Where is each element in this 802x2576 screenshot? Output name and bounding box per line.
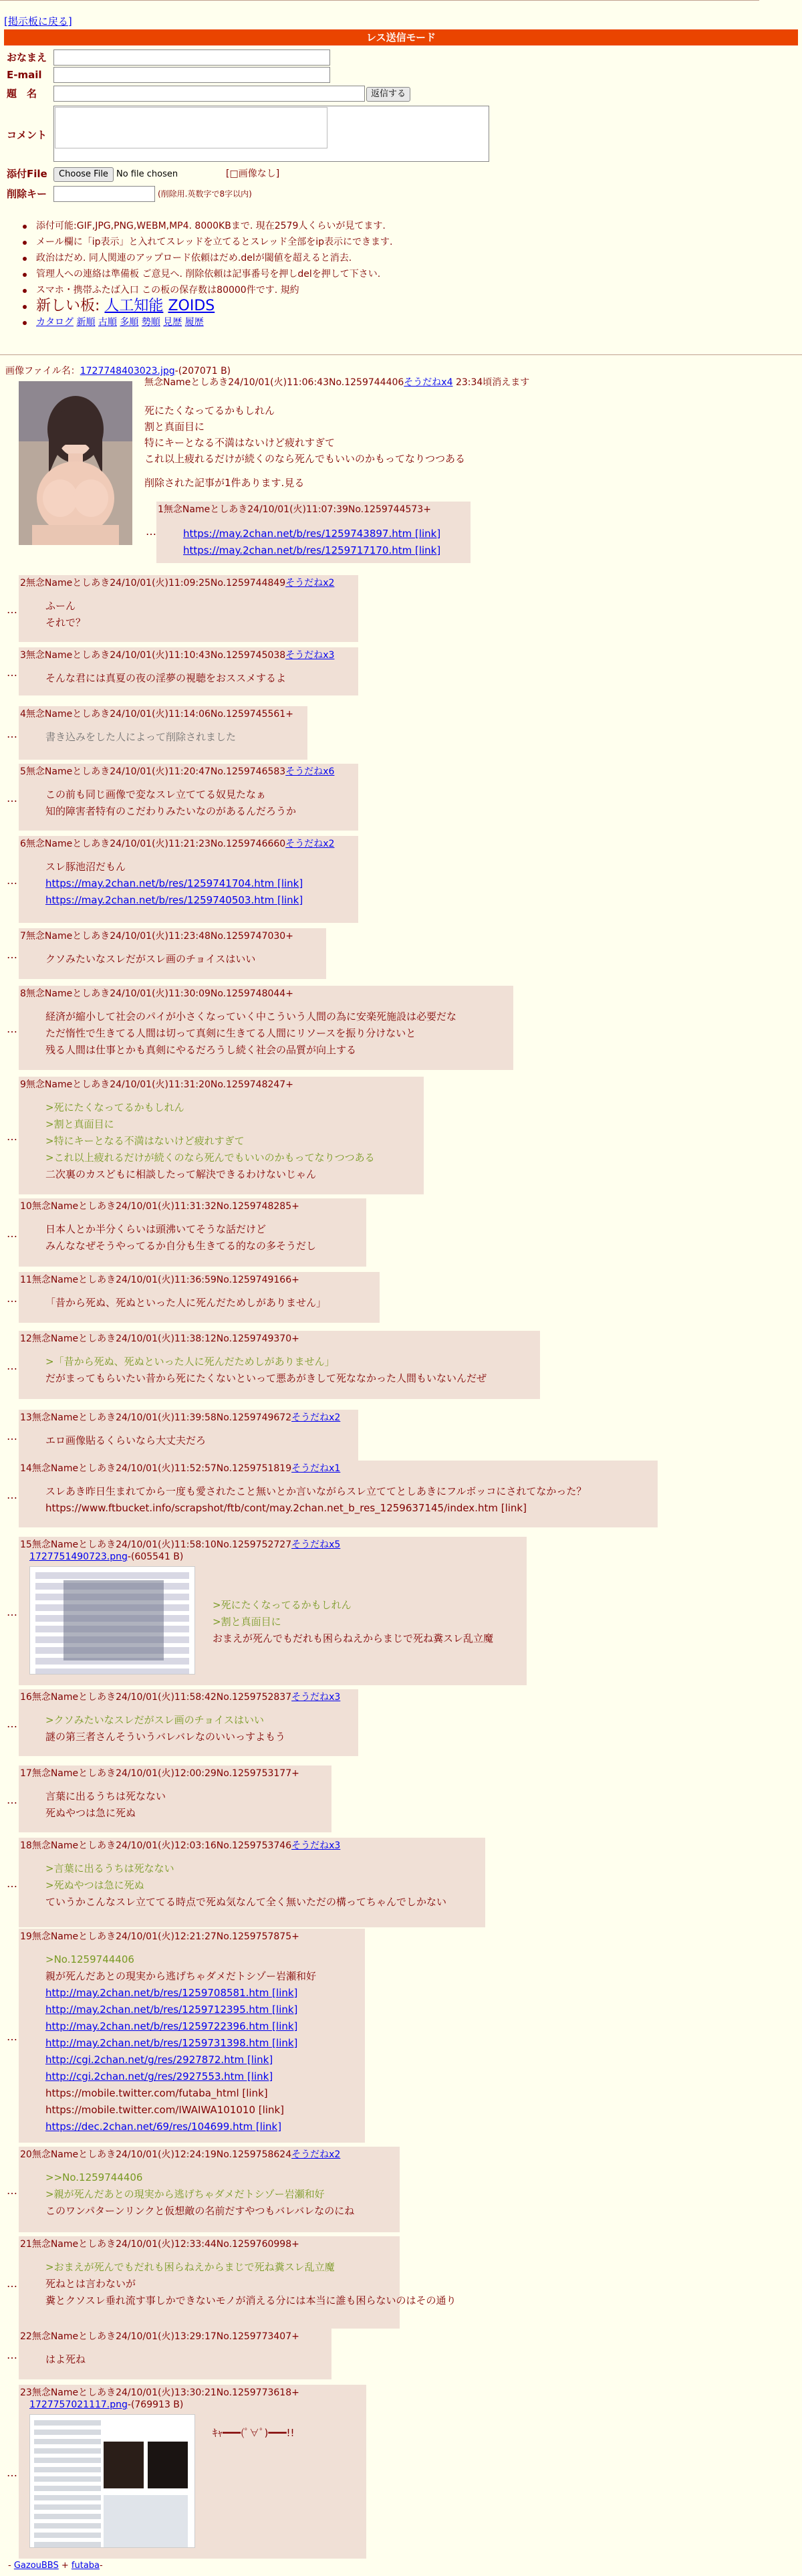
reply-meta: 6無念Nameとしあき24/10/01(火)11:21:23No.1259746660	[20, 839, 286, 849]
reply-header	[20, 1273, 299, 1287]
reply-header	[20, 1462, 340, 1475]
name-label: おなまえ	[7, 51, 47, 64]
reply-line[interactable]: https://mobile.twitter.com/IWAIWA101010 [link]	[45, 2104, 285, 2116]
reply-dots: …	[7, 2277, 17, 2290]
reply-file-size: -(769913 B)	[127, 2399, 184, 2410]
reply-dots: …	[7, 1292, 17, 1305]
op-file-link[interactable]: 1727748403023.jpg	[80, 366, 175, 377]
email-input[interactable]	[53, 67, 330, 83]
reply-16	[19, 1689, 358, 1756]
soudane-button[interactable]: そうだねx5	[291, 1539, 341, 1550]
soudane-button[interactable]: そうだねx3	[285, 650, 335, 661]
reply-header	[20, 1078, 293, 1091]
reply-dots: …	[7, 1360, 17, 1372]
reply-line: >これ以上疲れるだけが続くのなら死んでもいいのかもってなりつつある	[45, 1152, 375, 1164]
catalog-links	[36, 314, 392, 330]
reply-body	[45, 786, 296, 820]
reply-meta: 2無念Nameとしあき24/10/01(火)11:09:25No.1259744849	[20, 578, 286, 588]
reply-meta: 4無念Nameとしあき24/10/01(火)11:14:06No.1259745561+	[20, 709, 293, 720]
reply-header	[20, 649, 334, 662]
reply-line: ｷｬ━━━(ﾟ∀ﾟ)━━━!!	[213, 2427, 295, 2439]
reply-12	[19, 1331, 540, 1399]
sort-new-link[interactable]: 新順	[76, 317, 96, 328]
reply-line[interactable]: http://cgi.2chan.net/g/res/2927872.htm [link]	[45, 2054, 273, 2066]
reply-line: >死にたくなってるかもしれん	[45, 1101, 184, 1113]
reply-line: スレあき昨日生まれてから一度も愛されたこと無いとか言いながらスレ立ててとしあきにフルボッコにされてなかった？	[45, 1485, 587, 1497]
reply-body	[183, 526, 440, 559]
reply-19	[19, 1929, 365, 2143]
reply-line: >割と真面目に	[45, 1118, 114, 1130]
reply-body	[45, 729, 236, 746]
reply-header	[20, 708, 293, 721]
reply-5	[19, 764, 358, 831]
reply-line: >おまえが死んでもだれも困らねえからまじで死ね糞スレ乱立魔	[45, 2261, 335, 2273]
reply-header	[20, 1839, 340, 1852]
reply-header	[20, 576, 334, 590]
delete-key-input[interactable]	[53, 186, 155, 202]
reply-meta: 23無念Nameとしあき24/10/01(火)13:30:21No.1259773618+	[20, 2387, 299, 2398]
reply-file-info	[29, 1550, 183, 1564]
reply-line: スレ豚池沼だもん	[45, 861, 126, 873]
back-to-board-link[interactable]: [掲示板に戻る]	[4, 15, 72, 27]
reply-body	[45, 1788, 166, 1822]
reply-line[interactable]: http://may.2chan.net/b/res/1259731398.htm [link]	[45, 2037, 298, 2049]
soudane-button[interactable]: そうだねx2	[291, 1412, 341, 1423]
reply-body	[45, 1099, 375, 1183]
reply-line: >特にキーとなる不満はないけど疲れすぎて	[45, 1135, 245, 1147]
reply-line: エロ画像貼るくらいなら大丈夫だろ	[45, 1434, 207, 1446]
reply-21	[19, 2236, 456, 2329]
reply-line[interactable]: https://may.2chan.net/b/res/1259741704.htm [link]	[45, 877, 303, 889]
soudane-button[interactable]: そうだねx3	[291, 1840, 341, 1851]
reply-meta: 18無念Nameとしあき24/10/01(火)12:03:16No.1259753746	[20, 1840, 292, 1851]
reply-11	[19, 1272, 380, 1323]
sort-many-link[interactable]: 多順	[120, 317, 139, 328]
reply-line: >No.1259744406	[45, 1953, 134, 1965]
reply-line: 知的障害者特有のこだわりみたいなのがあるんだろうか	[45, 805, 297, 817]
reply-header	[20, 1200, 299, 1213]
reply-dots: …	[7, 1023, 17, 1035]
reply-line[interactable]: http://may.2chan.net/b/res/1259712395.htm [link]	[45, 2004, 298, 2016]
info-item: メール欄に「ip表示」と入れてスレッドを立てるとスレッド全部をip表示にできます.	[36, 234, 392, 250]
reply-header	[20, 987, 293, 1000]
reply-body	[45, 1221, 316, 1255]
reply-line: 書き込みをした人によって削除されました	[45, 731, 237, 743]
reply-14	[19, 1461, 658, 1527]
reply-line: そんな君には真夏の夜の淫夢の視聴をおススメするよ	[45, 672, 287, 684]
reply-body	[213, 2425, 295, 2442]
reply-dots: …	[7, 1794, 17, 1806]
footer: - GazouBBS + futaba-	[8, 2561, 103, 2571]
reply-dots: …	[7, 728, 17, 740]
reply-file-size: -(605541 B)	[127, 1551, 184, 1562]
reply-header	[20, 1930, 299, 1943]
reply-line: 経済が縮小して社会のパイが小さくなっていく中こういう人間の為に安楽死施設は必要だな	[45, 1010, 457, 1023]
reply-line: 死ぬやつは急に死ぬ	[45, 1807, 136, 1819]
reply-line: 謎の第三者さんそういうバレバレなのいいっすよもう	[45, 1731, 285, 1743]
deleted-notice[interactable]: 削除された記事が1件あります.見る	[144, 477, 305, 489]
reply-body	[45, 1295, 326, 1311]
reply-line: このワンパターンリンクと仮想敵の名前だすやつもバレバレなのにね	[45, 2205, 355, 2217]
reply-line: 二次裏のカスどもに相談したって解決できるわけないじゃん	[45, 1168, 317, 1180]
reply-line: おまえが死んでもだれも困らねえからまじで死ね糞スレ乱立魔	[213, 1632, 494, 1644]
reply-header	[20, 1411, 340, 1424]
reply-header	[20, 930, 293, 943]
reply-meta: 13無念Nameとしあき24/10/01(火)11:39:58No.1259749672	[20, 1412, 292, 1423]
reply-meta: 22無念Nameとしあき24/10/01(火)13:29:17No.1259773407+	[20, 2331, 299, 2342]
reply-dots: …	[7, 603, 17, 616]
reply-dots: …	[7, 1489, 17, 1501]
reply-thumbnail[interactable]	[29, 2414, 195, 2548]
reply-file-link[interactable]: 1727751490723.png	[29, 1551, 128, 1562]
reply-line: 日本人とか半分くらいは頭沸いてそうな話だけど	[45, 1223, 267, 1235]
soudane-button[interactable]: そうだねx1	[291, 1463, 341, 1474]
file-status: No file chosen	[116, 169, 178, 179]
reply-9	[19, 1077, 424, 1194]
reply-22	[19, 2329, 331, 2379]
reply-body	[45, 1860, 446, 1911]
new-boards	[36, 298, 392, 314]
reply-line: ただ惰性で生きてる人間は切って真剣に生きてる人間にリソースを振り分けないと	[45, 1027, 416, 1039]
reply-body	[45, 2351, 86, 2368]
reply-line: クソみたいなスレだがスレ画のチョイスはいい	[45, 953, 256, 965]
reply-body	[45, 1712, 285, 1745]
board-info-list	[36, 218, 392, 330]
reply-dots: …	[7, 2466, 17, 2479]
reply-dots: …	[7, 948, 17, 961]
reply-body	[45, 859, 303, 909]
reply-line: >親が死んだあとの現実から逃げちゃダメだトシゾー岩瀬和好	[45, 2188, 325, 2200]
reply-file-info	[29, 2398, 183, 2411]
file-label: 添付File	[7, 168, 47, 180]
reply-body	[45, 1951, 316, 2135]
reply-6	[19, 836, 358, 923]
top-divider	[0, 0, 759, 1]
reply-10	[19, 1198, 366, 1267]
soudane-button[interactable]: そうだねx2	[291, 2149, 341, 2160]
reply-meta: 20無念Nameとしあき24/10/01(火)12:24:19No.1259758624	[20, 2149, 292, 2160]
reply-20	[19, 2147, 400, 2232]
divider	[0, 354, 802, 355]
board-link-ai[interactable]: 人工知能	[104, 298, 164, 314]
reply-body	[45, 1008, 456, 1059]
reply-17	[19, 1765, 331, 1832]
futaba-link[interactable]: futaba	[71, 2561, 100, 2571]
reply-line: ていうかこんなスレ立ててる時点で死ぬ気なんて全く無いただの構ってちゃんでしかない	[45, 1896, 447, 1908]
reply-meta: 7無念Nameとしあき24/10/01(火)11:23:48No.1259747030+	[20, 931, 293, 942]
catalog-link[interactable]: カタログ	[36, 317, 74, 328]
delete-key-label: 削除キー	[7, 188, 47, 200]
op-meta: 無念Nameとしあき24/10/01(火)11:06:43No.1259744406	[144, 377, 404, 388]
reply-line[interactable]: https://may.2chan.net/b/res/1259740503.htm [link]	[45, 894, 303, 906]
comment-textarea-inner	[55, 107, 327, 148]
reply-line: >クソみたいなスレだがスレ画のチョイスはいい	[45, 1714, 264, 1726]
reply-line[interactable]: https://www.ftbucket.info/scrapshot/ftb/cont/may.2chan.net_b_res_1259637145/index.htm [link]	[45, 1502, 527, 1514]
op-line: 死にたくなってるかもしれん	[144, 405, 275, 417]
reply-line: それで？	[45, 617, 86, 629]
reply-body	[213, 1597, 493, 1647]
reply-meta: 19無念Nameとしあき24/10/01(火)12:21:27No.1259757875+	[20, 1931, 299, 1942]
reply-line[interactable]: http://may.2chan.net/b/res/1259722396.htm [link]	[45, 2020, 298, 2032]
reply-13	[19, 1410, 358, 1461]
soudane-button[interactable]: そうだねx4	[404, 377, 453, 388]
no-image-checkbox[interactable]: [□画像なし]	[226, 169, 280, 179]
name-input[interactable]	[53, 49, 330, 66]
reply-line: >>No.1259744406	[45, 2171, 143, 2183]
reply-header	[20, 2148, 340, 2161]
view-history-link[interactable]: 見歴	[163, 317, 182, 328]
reply-2	[19, 575, 358, 642]
info-item: 添付可能:GIF,JPG,PNG,WEBM,MP4. 8000KBまで. 現在2579人くらいが見てます.	[36, 218, 392, 234]
reply-meta: 11無念Nameとしあき24/10/01(火)11:36:59No.1259749166+	[20, 1275, 299, 1285]
email-label: E-mail	[7, 69, 42, 81]
reply-dots: …	[7, 666, 17, 679]
reply-dots: …	[7, 1606, 17, 1618]
sort-momentum-link[interactable]: 勢順	[141, 317, 160, 328]
reply-body	[45, 2169, 354, 2220]
footer-sep: +	[58, 2561, 72, 2571]
reply-line[interactable]: http://cgi.2chan.net/g/res/2927553.htm [link]	[45, 2070, 273, 2082]
reply-link[interactable]: https://may.2chan.net/b/res/1259717170.htm [link]	[183, 544, 441, 556]
op-line: これ以上疲れるだけが続くのなら死んでもいいのかもってなりつつある	[144, 453, 466, 465]
op-body	[144, 403, 465, 491]
reply-dots: …	[7, 792, 17, 804]
reply-line: >死ぬやつは急に死ぬ	[45, 1879, 144, 1891]
reply-header	[20, 1691, 340, 1704]
reply-dots: …	[7, 1130, 17, 1143]
reply-4	[19, 706, 307, 760]
reply-dots: …	[7, 874, 17, 887]
reply-meta: 8無念Nameとしあき24/10/01(火)11:30:09No.1259748044+	[20, 988, 293, 999]
reply-header	[20, 837, 334, 851]
op-file-size: -(207071 B)	[174, 366, 231, 377]
reply-3	[19, 647, 358, 695]
reply-meta: 14無念Nameとしあき24/10/01(火)11:52:57No.1259751819	[20, 1463, 292, 1474]
reply-line: みんななぜそうやってるか自分も生きてる的なの多そうだし	[45, 1240, 317, 1252]
reply-meta: 3無念Nameとしあき24/10/01(火)11:10:43No.1259745038	[20, 650, 286, 661]
reply-line: 言葉に出るうちは死なない	[45, 1790, 166, 1802]
reply-meta: 17無念Nameとしあき24/10/01(火)12:00:29No.1259753177+	[20, 1768, 299, 1779]
reply-meta: 9無念Nameとしあき24/10/01(火)11:31:20No.1259748247+	[20, 1079, 293, 1090]
info-item: 管理人への連絡は準備板 ご意見へ. 削除依頼は記事番号を押しdelを押して下さい.	[36, 266, 392, 282]
reply-dots: …	[7, 1227, 17, 1240]
op-line: 特にキーとなる不満はないけど疲れすぎて	[144, 437, 336, 449]
reply-line: この前も同じ画像で変なスレ立ててる奴見たなぁ	[45, 788, 267, 800]
reply-meta: 21無念Nameとしあき24/10/01(火)12:33:44No.1259760998+	[20, 2239, 299, 2250]
submit-reply-button[interactable]: 返信する	[366, 87, 410, 102]
delete-key-hint: (削除用.英数字で8字以内)	[158, 189, 252, 199]
reply-line: >割と真面目に	[213, 1616, 281, 1628]
reply-dots: …	[7, 2349, 17, 2361]
reply-line: >「昔から死ぬ、死ぬといった人に死んだためしがありません」	[45, 1356, 335, 1368]
reply-line: 残る人間は仕事とかも真剣にやるだろうし続く社会の品質が向上する	[45, 1044, 357, 1056]
history-link[interactable]: 履歴	[184, 317, 204, 328]
reply-line: はよ死ね	[45, 2353, 86, 2365]
reply-meta: 12無念Nameとしあき24/10/01(火)11:38:12No.1259749370+	[20, 1333, 299, 1344]
reply-meta: 5無念Nameとしあき24/10/01(火)11:20:47No.1259746583	[20, 766, 286, 777]
soudane-button[interactable]: そうだねx3	[291, 1692, 341, 1703]
reply-meta: 16無念Nameとしあき24/10/01(火)11:58:42No.1259752837	[20, 1692, 292, 1703]
reply-line: >言葉に出るうちは死なない	[45, 1862, 174, 1874]
reply-body	[45, 670, 286, 687]
reply-dots: …	[7, 2030, 17, 2043]
reply-line: 糞とクソスレ垂れ流す事しかできないモノが消える分には本当に誰も困らないのはその通り	[45, 2294, 456, 2306]
reply-8	[19, 986, 513, 1070]
reply-line[interactable]: http://may.2chan.net/b/res/1259708581.htm [link]	[45, 1987, 298, 1999]
reply-meta: 15無念Nameとしあき24/10/01(火)11:58:10No.1259752727	[20, 1539, 292, 1550]
reply-dots: …	[7, 1877, 17, 1890]
reply-body	[45, 951, 255, 968]
reply-line[interactable]: https://mobile.twitter.com/futaba_html [link]	[45, 2087, 268, 2099]
reply-header	[20, 2330, 299, 2343]
reply-line: ふーん	[45, 600, 76, 612]
new-boards-label: 新しい板:	[36, 298, 100, 314]
reply-line: だがまってもらいたい昔から死にたくないといって悪あがきして死ななかった人間もいないんだぜ	[45, 1372, 487, 1384]
op-line: 割と真面目に	[144, 421, 205, 433]
reply-15	[19, 1537, 527, 1685]
reply-body	[45, 1354, 487, 1387]
reply-link[interactable]: https://may.2chan.net/b/res/1259743897.htm [link]	[183, 528, 441, 540]
reply-line: 親が死んだあとの現実から逃げちゃダメだトシゾー岩瀬和好	[45, 1970, 317, 1982]
info-item: 政治はだめ. 同人関連のアップロード依頼はだめ.delが閾値を超えると消去.	[36, 250, 392, 266]
subject-input[interactable]	[53, 86, 365, 102]
reply-line: >死にたくなってるかもしれん	[213, 1599, 352, 1611]
reply-file-link[interactable]: 1727757021117.png	[29, 2399, 128, 2410]
subject-label: 題 名	[7, 88, 37, 100]
comment-label: コメント	[7, 129, 47, 141]
reply-header	[20, 2238, 299, 2251]
soudane-button[interactable]: そうだねx2	[285, 578, 335, 588]
soudane-button[interactable]: そうだねx6	[285, 766, 335, 777]
reply-body	[45, 1483, 586, 1517]
expire-time: 23:34頃消えます	[455, 377, 530, 388]
soudane-button[interactable]: そうだねx2	[285, 839, 335, 849]
reply-mode-banner: レス送信モード	[4, 29, 798, 45]
op-header	[144, 376, 529, 389]
reply-line: 「昔から死ぬ、死ぬといった人に死んだためしがありません」	[45, 1297, 327, 1309]
reply-23	[19, 2385, 366, 2559]
reply-dots: …	[7, 1430, 17, 1442]
reply-body	[45, 1432, 206, 1449]
reply-line: 死ねとは言わないが	[45, 2278, 136, 2290]
op-thumbnail[interactable]	[19, 381, 132, 545]
reply-thumbnail[interactable]	[29, 1566, 195, 1675]
reply-dots: …	[7, 1717, 17, 1730]
reply-meta: 10無念Nameとしあき24/10/01(火)11:31:32No.1259748285+	[20, 1201, 299, 1212]
info-item: スマホ・携帯ふたば入口 この板の保存数は80000件です. 規約	[36, 282, 392, 298]
reply-dots: …	[146, 525, 156, 538]
reply-18	[19, 1838, 485, 1927]
reply-meta: 1無念Nameとしあき24/10/01(火)11:07:39No.1259744573+	[158, 504, 431, 515]
board-link-zoids[interactable]: ZOIDS	[168, 298, 215, 314]
reply-dots: …	[7, 2184, 17, 2197]
reply-7	[19, 928, 326, 979]
gazoubbs-link[interactable]: GazouBBS	[13, 2561, 59, 2571]
reply-body	[45, 2259, 456, 2309]
file-prefix: 画像ファイル名：	[5, 366, 80, 377]
reply-body	[45, 598, 86, 631]
reply-1	[156, 502, 471, 563]
reply-line[interactable]: https://dec.2chan.net/69/res/104699.htm [link]	[45, 2121, 282, 2133]
sort-old-link[interactable]: 古順	[98, 317, 117, 328]
reply-header	[20, 765, 334, 778]
reply-header	[20, 1767, 299, 1780]
reply-header	[20, 1332, 299, 1346]
choose-file-button[interactable]: Choose File	[53, 167, 114, 182]
